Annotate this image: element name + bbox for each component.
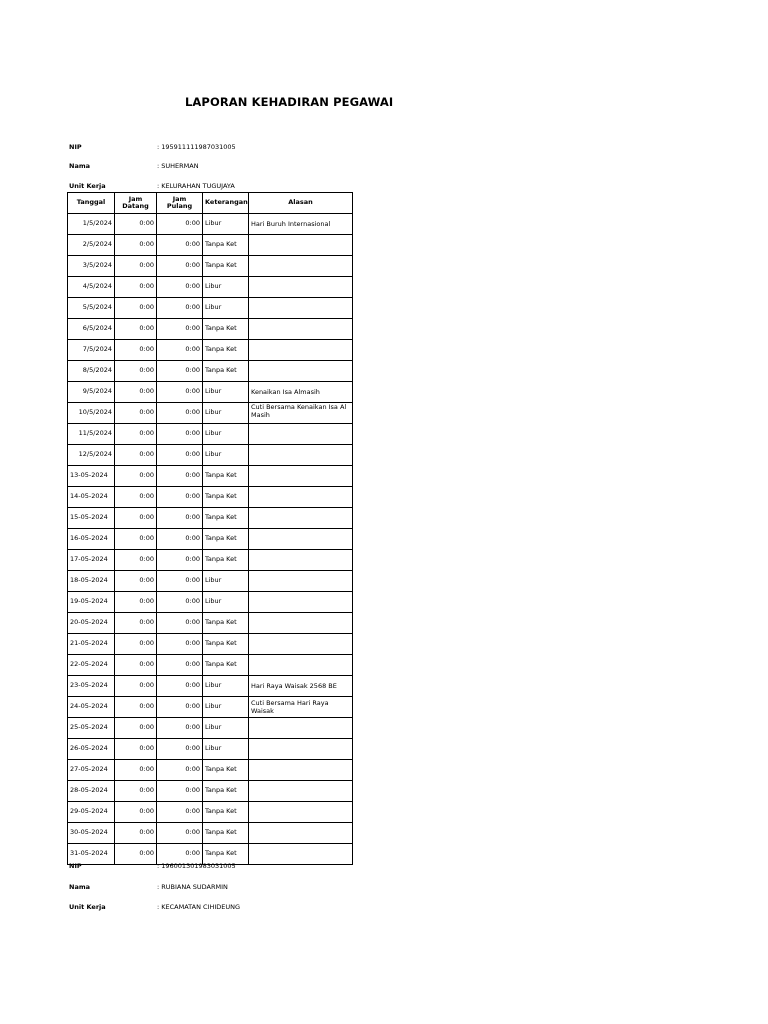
cell-keterangan: Tanpa Ket — [203, 508, 249, 529]
cell-jam-pulang: 0:00 — [157, 235, 203, 256]
cell-jam-datang: 0:00 — [115, 319, 157, 340]
cell-jam-pulang: 0:00 — [157, 508, 203, 529]
table-row — [68, 214, 353, 235]
cell-jam-datang: 0:00 — [115, 424, 157, 445]
cell-jam-pulang: 0:00 — [157, 214, 203, 235]
cell-tanggal: 25-05-2024 — [68, 718, 115, 739]
cell-keterangan: Tanpa Ket — [203, 235, 249, 256]
cell-alasan — [249, 319, 353, 340]
cell-alasan — [249, 487, 353, 508]
cell-jam-datang: 0:00 — [115, 760, 157, 781]
cell-jam-datang: 0:00 — [115, 844, 157, 865]
table-row — [68, 319, 353, 340]
cell-jam-pulang: 0:00 — [157, 760, 203, 781]
table-row — [68, 529, 353, 550]
nama-label: Nama — [69, 162, 90, 170]
cell-keterangan: Libur — [203, 739, 249, 760]
cell-keterangan: Tanpa Ket — [203, 529, 249, 550]
table-row — [68, 340, 353, 361]
table-row — [68, 256, 353, 277]
cell-jam-pulang: 0:00 — [157, 844, 203, 865]
cell-jam-datang: 0:00 — [115, 277, 157, 298]
cell-jam-pulang: 0:00 — [157, 655, 203, 676]
table-row — [68, 760, 353, 781]
cell-jam-datang: 0:00 — [115, 382, 157, 403]
cell-tanggal: 13-05-2024 — [68, 466, 115, 487]
cell-tanggal: 6/5/2024 — [68, 319, 115, 340]
table-row — [68, 424, 353, 445]
cell-alasan — [249, 844, 353, 865]
cell-keterangan: Tanpa Ket — [203, 319, 249, 340]
table-row — [68, 277, 353, 298]
nip-value: : 195911111987031005 — [157, 143, 236, 151]
cell-jam-pulang: 0:00 — [157, 256, 203, 277]
cell-alasan — [249, 592, 353, 613]
table-row — [68, 718, 353, 739]
cell-jam-datang: 0:00 — [115, 781, 157, 802]
cell-jam-pulang: 0:00 — [157, 382, 203, 403]
cell-jam-pulang: 0:00 — [157, 718, 203, 739]
cell-tanggal: 10/5/2024 — [68, 403, 115, 424]
cell-alasan — [249, 823, 353, 844]
cell-keterangan: Libur — [203, 592, 249, 613]
cell-tanggal: 24-05-2024 — [68, 697, 115, 718]
cell-jam-datang: 0:00 — [115, 592, 157, 613]
cell-keterangan: Libur — [203, 697, 249, 718]
cell-tanggal: 12/5/2024 — [68, 445, 115, 466]
cell-tanggal: 11/5/2024 — [68, 424, 115, 445]
cell-jam-datang: 0:00 — [115, 718, 157, 739]
cell-alasan — [249, 781, 353, 802]
cell-keterangan: Libur — [203, 298, 249, 319]
cell-keterangan: Libur — [203, 676, 249, 697]
cell-alasan: Kenaikan Isa Almasih — [249, 382, 353, 403]
nama-value-2: : RUBIANA SUDARMIN — [157, 883, 228, 891]
cell-alasan — [249, 550, 353, 571]
cell-tanggal: 15-05-2024 — [68, 508, 115, 529]
cell-alasan — [249, 361, 353, 382]
cell-keterangan: Tanpa Ket — [203, 550, 249, 571]
cell-jam-datang: 0:00 — [115, 802, 157, 823]
cell-alasan — [249, 655, 353, 676]
attendance-table — [67, 192, 353, 865]
cell-jam-pulang: 0:00 — [157, 613, 203, 634]
cell-alasan — [249, 571, 353, 592]
cell-tanggal: 29-05-2024 — [68, 802, 115, 823]
cell-tanggal: 16-05-2024 — [68, 529, 115, 550]
cell-jam-pulang: 0:00 — [157, 487, 203, 508]
header-tanggal: Tanggal — [68, 193, 115, 214]
cell-tanggal: 28-05-2024 — [68, 781, 115, 802]
cell-jam-datang: 0:00 — [115, 214, 157, 235]
cell-tanggal: 20-05-2024 — [68, 613, 115, 634]
cell-tanggal: 27-05-2024 — [68, 760, 115, 781]
cell-alasan — [249, 445, 353, 466]
cell-jam-datang: 0:00 — [115, 340, 157, 361]
nama-label-2: Nama — [69, 883, 90, 891]
table-row — [68, 823, 353, 844]
cell-keterangan: Tanpa Ket — [203, 844, 249, 865]
cell-jam-pulang: 0:00 — [157, 697, 203, 718]
cell-tanggal: 31-05-2024 — [68, 844, 115, 865]
cell-jam-pulang: 0:00 — [157, 739, 203, 760]
cell-alasan — [249, 340, 353, 361]
cell-tanggal: 3/5/2024 — [68, 256, 115, 277]
cell-jam-pulang: 0:00 — [157, 361, 203, 382]
unit-kerja-value: : KELURAHAN TUGUJAYA — [157, 182, 235, 190]
cell-keterangan: Tanpa Ket — [203, 781, 249, 802]
cell-jam-datang: 0:00 — [115, 676, 157, 697]
nip-value-2: : 196001301983031005 — [157, 862, 236, 870]
cell-jam-datang: 0:00 — [115, 445, 157, 466]
nama-value: : SUHERMAN — [157, 162, 199, 170]
cell-jam-datang: 0:00 — [115, 403, 157, 424]
cell-jam-pulang: 0:00 — [157, 550, 203, 571]
table-row — [68, 676, 353, 697]
cell-alasan — [249, 613, 353, 634]
header-alasan: Alasan — [249, 193, 353, 214]
header-jam-pulang: Jam Pulang — [157, 193, 203, 214]
cell-jam-datang: 0:00 — [115, 508, 157, 529]
cell-alasan: Hari Buruh Internasional — [249, 214, 353, 235]
cell-jam-datang: 0:00 — [115, 298, 157, 319]
cell-tanggal: 19-05-2024 — [68, 592, 115, 613]
cell-tanggal: 1/5/2024 — [68, 214, 115, 235]
table-row — [68, 613, 353, 634]
cell-keterangan: Tanpa Ket — [203, 655, 249, 676]
cell-jam-pulang: 0:00 — [157, 571, 203, 592]
cell-jam-pulang: 0:00 — [157, 277, 203, 298]
table-row — [68, 634, 353, 655]
table-row — [68, 655, 353, 676]
table-row — [68, 739, 353, 760]
cell-jam-pulang: 0:00 — [157, 592, 203, 613]
unit-kerja-label: Unit Kerja — [69, 182, 106, 190]
cell-alasan: Hari Raya Waisak 2568 BE — [249, 676, 353, 697]
cell-alasan — [249, 256, 353, 277]
cell-alasan — [249, 529, 353, 550]
cell-jam-datang: 0:00 — [115, 697, 157, 718]
cell-tanggal: 8/5/2024 — [68, 361, 115, 382]
cell-jam-pulang: 0:00 — [157, 676, 203, 697]
cell-jam-datang: 0:00 — [115, 571, 157, 592]
cell-alasan — [249, 277, 353, 298]
nip-label: NIP — [69, 143, 82, 151]
cell-keterangan: Tanpa Ket — [203, 760, 249, 781]
cell-keterangan: Tanpa Ket — [203, 340, 249, 361]
cell-alasan — [249, 634, 353, 655]
cell-jam-datang: 0:00 — [115, 529, 157, 550]
cell-tanggal: 7/5/2024 — [68, 340, 115, 361]
table-header-row — [68, 193, 353, 214]
cell-keterangan: Libur — [203, 214, 249, 235]
cell-jam-datang: 0:00 — [115, 235, 157, 256]
cell-tanggal: 22-05-2024 — [68, 655, 115, 676]
table-row — [68, 802, 353, 823]
cell-jam-pulang: 0:00 — [157, 781, 203, 802]
cell-tanggal: 14-05-2024 — [68, 487, 115, 508]
cell-jam-datang: 0:00 — [115, 634, 157, 655]
cell-alasan — [249, 466, 353, 487]
cell-keterangan: Tanpa Ket — [203, 256, 249, 277]
table-row — [68, 403, 353, 424]
cell-jam-datang: 0:00 — [115, 256, 157, 277]
header-jam-datang: Jam Datang — [115, 193, 157, 214]
cell-jam-datang: 0:00 — [115, 613, 157, 634]
cell-alasan — [249, 424, 353, 445]
cell-tanggal: 26-05-2024 — [68, 739, 115, 760]
cell-jam-pulang: 0:00 — [157, 403, 203, 424]
table-row — [68, 298, 353, 319]
table-row — [68, 550, 353, 571]
cell-tanggal: 9/5/2024 — [68, 382, 115, 403]
cell-alasan: Cuti Bersama Hari Raya Waisak — [249, 697, 353, 718]
cell-keterangan: Tanpa Ket — [203, 466, 249, 487]
cell-tanggal: 4/5/2024 — [68, 277, 115, 298]
cell-alasan — [249, 235, 353, 256]
cell-tanggal: 18-05-2024 — [68, 571, 115, 592]
cell-tanggal: 23-05-2024 — [68, 676, 115, 697]
cell-jam-pulang: 0:00 — [157, 634, 203, 655]
table-row — [68, 382, 353, 403]
cell-alasan — [249, 508, 353, 529]
unit-kerja-label-2: Unit Kerja — [69, 903, 106, 911]
cell-jam-datang: 0:00 — [115, 655, 157, 676]
cell-jam-datang: 0:00 — [115, 466, 157, 487]
cell-jam-pulang: 0:00 — [157, 529, 203, 550]
cell-keterangan: Libur — [203, 403, 249, 424]
cell-keterangan: Tanpa Ket — [203, 634, 249, 655]
header-keterangan: Keterangan — [203, 193, 249, 214]
nip-label-2: NIP — [69, 862, 82, 870]
table-row — [68, 487, 353, 508]
cell-jam-pulang: 0:00 — [157, 445, 203, 466]
cell-keterangan: Libur — [203, 718, 249, 739]
cell-keterangan: Tanpa Ket — [203, 361, 249, 382]
cell-alasan — [249, 298, 353, 319]
cell-tanggal: 30-05-2024 — [68, 823, 115, 844]
cell-alasan — [249, 760, 353, 781]
table-row — [68, 571, 353, 592]
unit-kerja-value-2: : KECAMATAN CIHIDEUNG — [157, 903, 241, 911]
report-title: LAPORAN KEHADIRAN PEGAWAI — [185, 95, 394, 109]
cell-jam-pulang: 0:00 — [157, 466, 203, 487]
cell-keterangan: Tanpa Ket — [203, 613, 249, 634]
cell-jam-datang: 0:00 — [115, 739, 157, 760]
cell-jam-pulang: 0:00 — [157, 823, 203, 844]
table-row — [68, 235, 353, 256]
cell-jam-pulang: 0:00 — [157, 340, 203, 361]
cell-alasan — [249, 739, 353, 760]
cell-keterangan: Libur — [203, 277, 249, 298]
cell-jam-pulang: 0:00 — [157, 424, 203, 445]
cell-tanggal: 2/5/2024 — [68, 235, 115, 256]
cell-tanggal: 21-05-2024 — [68, 634, 115, 655]
table-row — [68, 466, 353, 487]
cell-keterangan: Tanpa Ket — [203, 487, 249, 508]
cell-jam-pulang: 0:00 — [157, 319, 203, 340]
table-row — [68, 697, 353, 718]
table-row — [68, 445, 353, 466]
table-row — [68, 361, 353, 382]
cell-jam-datang: 0:00 — [115, 487, 157, 508]
cell-keterangan: Libur — [203, 445, 249, 466]
cell-jam-datang: 0:00 — [115, 823, 157, 844]
cell-keterangan: Libur — [203, 571, 249, 592]
table-row — [68, 781, 353, 802]
cell-jam-datang: 0:00 — [115, 361, 157, 382]
cell-jam-pulang: 0:00 — [157, 802, 203, 823]
cell-tanggal: 17-05-2024 — [68, 550, 115, 571]
cell-keterangan: Libur — [203, 382, 249, 403]
cell-keterangan: Tanpa Ket — [203, 802, 249, 823]
cell-keterangan: Libur — [203, 424, 249, 445]
cell-alasan — [249, 718, 353, 739]
table-row — [68, 508, 353, 529]
cell-alasan: Cuti Bersama Kenaikan Isa Al Masih — [249, 403, 353, 424]
table-row — [68, 592, 353, 613]
cell-tanggal: 5/5/2024 — [68, 298, 115, 319]
cell-jam-datang: 0:00 — [115, 550, 157, 571]
cell-alasan — [249, 802, 353, 823]
cell-keterangan: Tanpa Ket — [203, 823, 249, 844]
cell-jam-pulang: 0:00 — [157, 298, 203, 319]
